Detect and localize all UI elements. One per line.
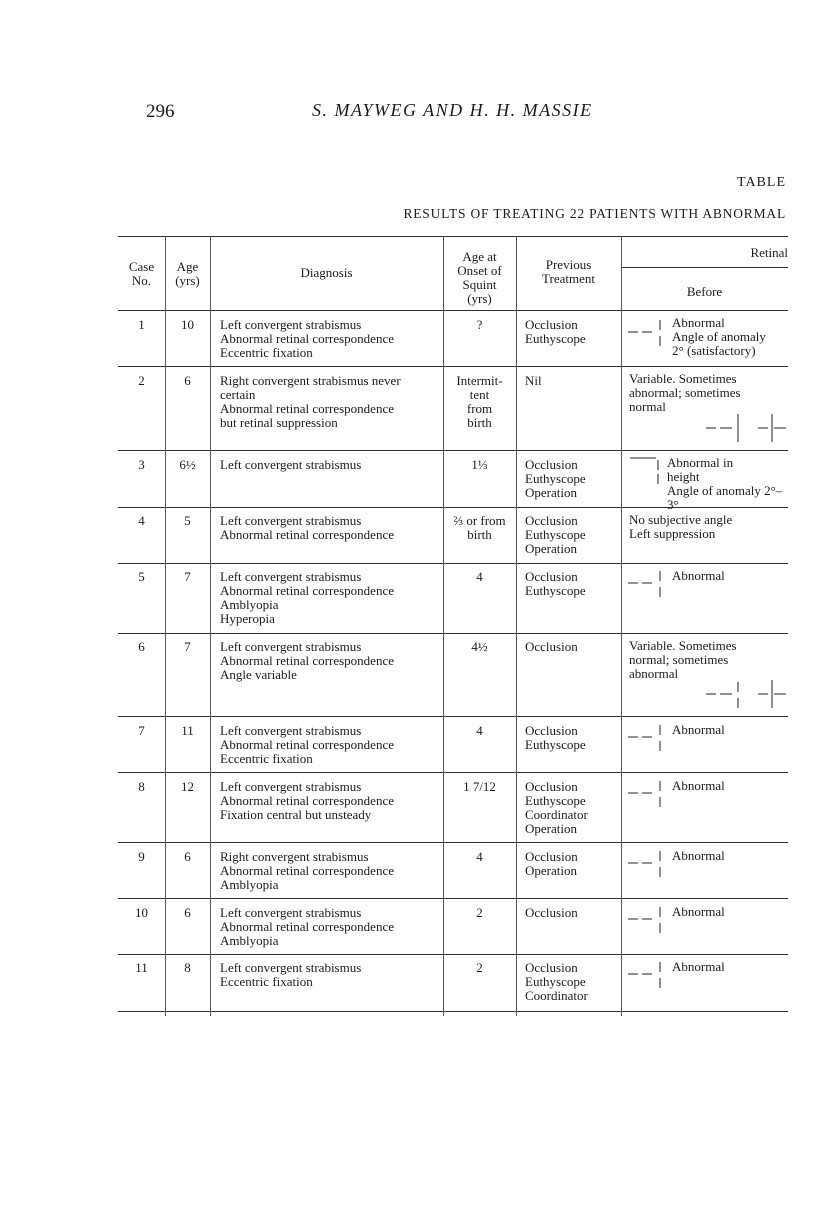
diagnosis-text: Left convergent strabismus Abnormal retinal correspondence Eccentric fixation (220, 317, 394, 360)
onset-value: ⅔ or from birth (453, 513, 506, 542)
row-divider (118, 716, 788, 717)
retinal-text: Abnormal Angle of anomaly 2° (satisfactory) (672, 315, 766, 358)
onset-value: ? (476, 317, 483, 332)
case-number: 6 (138, 639, 145, 654)
case-number: 4 (138, 513, 145, 528)
page-number: 296 (146, 101, 175, 122)
age-value: 7 (184, 569, 191, 584)
table-bottom-rule (118, 1011, 788, 1012)
retinal-text: Variable. Sometimes normal; sometimes abnormal (629, 638, 737, 681)
retinal-text: Abnormal in height Angle of anomaly 2°–3° (667, 455, 783, 512)
header-age: Age (yrs) (175, 259, 200, 288)
retinal-diagram-icon (628, 318, 668, 358)
case-number: 2 (138, 373, 145, 388)
row-divider (118, 842, 788, 843)
treatment-text: Occlusion Euthyscope (525, 317, 586, 346)
header-onset: Age at Onset of Squint (yrs) (457, 249, 502, 306)
onset-value: 1⅓ (471, 457, 488, 472)
table-top-rule (118, 236, 788, 237)
diagnosis-text: Right convergent strabismus Abnormal retinal correspondence Amblyopia (220, 849, 394, 892)
table-title: RESULTS OF TREATING 22 PATIENTS WITH ABNORMAL (403, 206, 786, 221)
row-divider (118, 563, 788, 564)
header-bottom-rule (118, 310, 788, 311)
retinal-diagram-icon (706, 414, 788, 444)
onset-value: 4 (476, 723, 483, 738)
treatment-text: Occlusion Euthyscope Coordinator Operation (525, 779, 588, 836)
age-value: 6 (184, 373, 191, 388)
retinal-text: Abnormal (672, 778, 725, 793)
diagnosis-text: Left convergent strabismus Eccentric fixation (220, 960, 362, 989)
row-divider (118, 954, 788, 955)
row-divider (118, 366, 788, 367)
case-number: 7 (138, 723, 145, 738)
age-value: 10 (181, 317, 194, 332)
treatment-text: Occlusion Euthyscope (525, 723, 586, 752)
treatment-text: Occlusion Operation (525, 849, 578, 878)
running-head: S. MAYWEG AND H. H. MASSIE (312, 100, 593, 120)
header-previous-treatment: Previous Treatment (542, 257, 595, 286)
case-number: 5 (138, 569, 145, 584)
treatment-text: Occlusion Euthyscope Operation (525, 457, 586, 500)
column-rule (516, 236, 517, 1016)
case-number: 8 (138, 779, 145, 794)
age-value: 11 (181, 723, 194, 738)
row-divider (118, 772, 788, 773)
diagnosis-text: Left convergent strabismus Abnormal retinal correspondence Amblyopia Hyperopia (220, 569, 394, 626)
retinal-text: Abnormal (672, 848, 725, 863)
diagnosis-text: Left convergent strabismus (220, 457, 362, 472)
treatment-text: Occlusion (525, 639, 578, 654)
retinal-text: Abnormal (672, 568, 725, 583)
diagnosis-text: Left convergent strabismus Abnormal retinal correspondence Angle variable (220, 639, 394, 682)
row-divider (118, 898, 788, 899)
retinal-diagram-icon (628, 960, 668, 990)
case-number: 3 (138, 457, 145, 472)
onset-value: 2 (476, 960, 483, 975)
row-divider (118, 633, 788, 634)
retinal-diagram-icon (628, 779, 668, 809)
retinal-diagram-icon (628, 723, 668, 753)
retinal-diagram-icon (628, 905, 668, 935)
onset-value: Intermit- tent from birth (456, 373, 503, 430)
case-number: 11 (135, 960, 148, 975)
diagnosis-text: Left convergent strabismus Abnormal retinal correspondence Eccentric fixation (220, 723, 394, 766)
header-diagnosis: Diagnosis (300, 265, 353, 280)
retinal-subheader-rule (621, 267, 788, 268)
age-value: 6½ (179, 457, 196, 472)
column-rule (621, 236, 622, 1016)
column-rule (165, 236, 166, 1016)
case-number: 10 (135, 905, 148, 920)
retinal-diagram-icon (628, 849, 668, 879)
onset-value: 4 (476, 849, 483, 864)
onset-value: 2 (476, 905, 483, 920)
onset-value: 1 7/12 (463, 779, 496, 794)
retinal-text: No subjective angle Left suppression (629, 512, 733, 541)
treatment-text: Occlusion Euthyscope (525, 569, 586, 598)
diagnosis-text: Left convergent strabismus Abnormal retinal correspondence (220, 513, 394, 542)
retinal-text: Abnormal (672, 904, 725, 919)
retinal-diagram-icon (628, 569, 668, 599)
retinal-text: Abnormal (672, 959, 725, 974)
age-value: 6 (184, 849, 191, 864)
retinal-text: Abnormal (672, 722, 725, 737)
onset-value: 4 (476, 569, 483, 584)
diagnosis-text: Left convergent strabismus Abnormal retinal correspondence Amblyopia (220, 905, 394, 948)
header-case-no: Case No. (128, 259, 155, 288)
onset-value: 4½ (471, 639, 488, 654)
retinal-diagram-icon (706, 680, 788, 710)
age-value: 6 (184, 905, 191, 920)
diagnosis-text: Right convergent strabismus never certain Abnormal retinal correspondence but retinal suppression (220, 373, 401, 430)
retinal-diagram-icon (628, 456, 664, 486)
age-value: 8 (184, 960, 191, 975)
column-rule (443, 236, 444, 1016)
treatment-text: Occlusion Euthyscope Operation (525, 513, 586, 556)
treatment-text: Nil (525, 373, 542, 388)
retinal-text: Variable. Sometimes abnormal; sometimes normal (629, 371, 741, 414)
column-rule (210, 236, 211, 1016)
header-before: Before (686, 284, 723, 299)
treatment-text: Occlusion (525, 905, 578, 920)
case-number: 9 (138, 849, 145, 864)
case-number: 1 (138, 317, 145, 332)
age-value: 7 (184, 639, 191, 654)
age-value: 12 (181, 779, 194, 794)
table-label: TABLE (737, 175, 786, 190)
age-value: 5 (184, 513, 191, 528)
row-divider (118, 450, 788, 451)
diagnosis-text: Left convergent strabismus Abnormal retinal correspondence Fixation central but unsteady (220, 779, 394, 822)
treatment-text: Occlusion Euthyscope Coordinator (525, 960, 588, 1003)
header-retinal: Retinal (750, 245, 788, 260)
